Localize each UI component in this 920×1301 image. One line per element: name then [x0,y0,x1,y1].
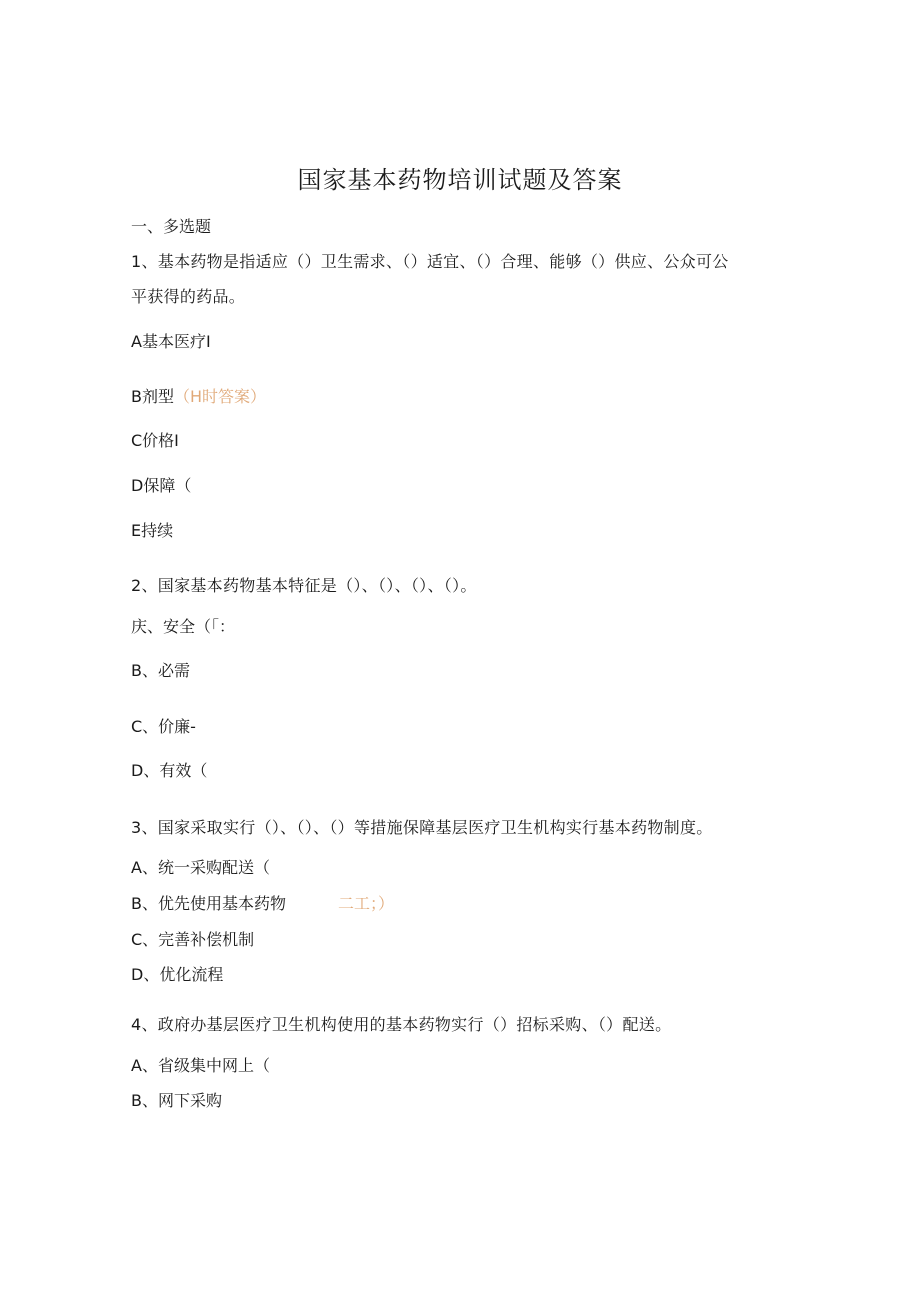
option-text: B、优先使用基本药物 [131,894,286,913]
question-2-option-c: C、价廉- [131,717,196,736]
question-4-option-a: A、省级集中网上（ [131,1056,270,1075]
question-3-option-a: A、统一采购配送（ [131,858,270,877]
question-4-stem: 4、政府办基层医疗卫生机构使用的基本药物实行（）招标采购、（）配送。 [131,1015,672,1034]
question-1-option-c: C价格I [131,431,179,450]
question-2-option-b: B、必需 [131,661,190,680]
question-2-option-a: 庆、安全（「： [131,617,236,636]
question-4-option-b: B、网下采购 [131,1091,222,1110]
question-1-stem-line1: 1、基本药物是指适应（）卫生需求、（）适宜、（）合理、能够（）供应、公众可公 [131,252,729,271]
question-2-option-d: D、有效（ [131,761,208,780]
question-1-option-b [131,387,266,407]
option-text: B剂型 [131,387,174,406]
document-title: 国家基本药物培训试题及答案 [297,166,623,194]
question-3-option-c: C、完善补偿机制 [131,930,255,949]
handwritten-annotation: 二工；） [337,894,394,913]
question-2-stem: 2、国家基本药物基本特征是（）、（）、（）、（）。 [131,576,477,595]
question-1-stem-line2: 平获得的药品。 [131,287,246,306]
question-1-option-a: A基本医疗I [131,332,211,351]
question-3-stem: 3、国家采取实行（）、（）、（）等措施保障基层医疗卫生机构实行基本药物制度。 [131,818,713,837]
question-1-option-e: E持续 [131,521,174,540]
handwritten-annotation: （H时答案） [173,387,267,406]
question-3-option-d: D、优化流程 [131,965,224,984]
question-3-option-b [131,894,394,914]
section-heading: 一、多选题 [131,217,212,236]
question-1-option-d: D保障（ [131,476,192,495]
